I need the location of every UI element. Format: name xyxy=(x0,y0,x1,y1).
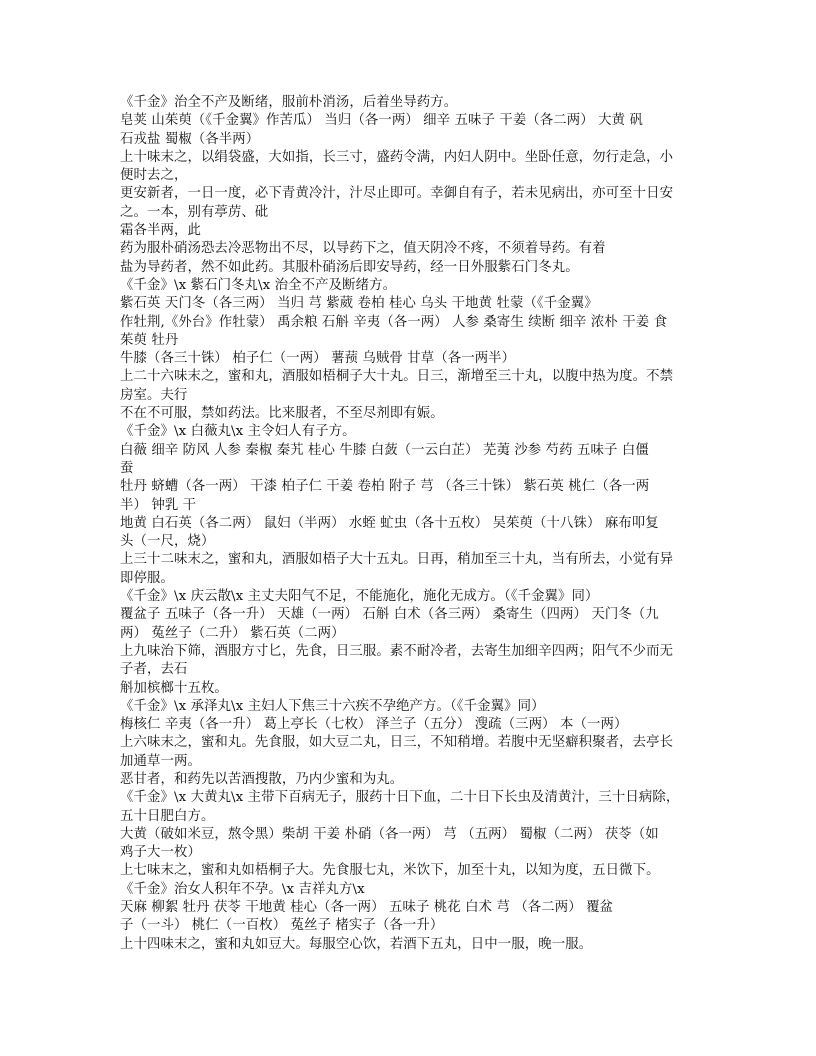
text-line: 覆盆子 五味子（各一升） 天雄（一两） 石斛 白术（各三两） 桑寄生（四两） 天门冬（九 xyxy=(120,607,659,623)
text-line: 盐为导药者，然不如此药。其服朴硝汤后即安导药，经一日外服紫石门冬丸。 xyxy=(120,259,579,275)
text-line: 霜各半两，此 xyxy=(120,223,201,239)
text-line: 《千金》\x 大黄丸\x 主带下百病无子，服药十日下血，二十日下长虫及清黄汁，三十日病除， xyxy=(120,790,680,806)
text-line: 上二十六味末之，蜜和丸，酒服如梧桐子大十丸。日三，渐增至三十丸，以腹中热为度。不禁 xyxy=(120,369,674,385)
text-line: 白薇 细辛 防风 人参 秦椒 秦艽 桂心 牛膝 白蔹（一云白芷） 芜荑 沙参 芍药 五味子 白僵 xyxy=(120,442,649,458)
text-line: 药为服朴硝汤恐去冷恶物出不尽，以导药下之，值天阴冷不疼，不须着导药。有着 xyxy=(120,241,606,257)
text-line: 即停服。 xyxy=(120,570,174,586)
text-line: 牡丹 蛴螬（各一两） 干漆 柏子仁 干姜 卷柏 附子 芎 （各三十铢） 紫石英 桃仁（各一两 xyxy=(120,479,650,495)
text-line: 两） 菟丝子（二升） 紫石英（二两） xyxy=(120,625,345,641)
text-line: 子（一斗） 桃仁（一百枚） 菟丝子 楮实子（各一升） xyxy=(120,918,444,934)
text-line: 上十味末之，以绢袋盛，大如指，长三寸，盛药令满，内妇人阴中。坐卧任意，勿行走急，小 xyxy=(120,149,674,165)
text-line: 更安新者，一日一度，必下青黄冷汁，汁尽止即可。幸御自有子，若未见病出，亦可至十日安 xyxy=(120,186,674,202)
text-line: 斛加槟榔十五枚。 xyxy=(120,680,228,696)
text-line: 头（一尺，烧） xyxy=(120,534,215,550)
text-line: 《千金》治女人积年不孕。\x 吉祥丸方\x xyxy=(120,881,365,897)
text-line: 加通草一两。 xyxy=(120,753,201,769)
text-line: 地黄 白石英（各二两） 鼠妇（半两） 水蛭 虻虫（各十五枚） 吴茱萸（十八铢） 麻布叩复 xyxy=(120,515,659,531)
text-line: 《千金》\x 白薇丸\x 主令妇人有子方。 xyxy=(120,424,356,440)
text-line: 便时去之， xyxy=(120,168,188,184)
text-line: 上六味末之，蜜和丸。先食服，如大豆二丸，日三，不知稍增。若腹中无坚癖积聚者，去亭长 xyxy=(120,735,674,751)
text-line: 天麻 柳絮 牡丹 茯苓 干地黄 桂心（各一两） 五味子 桃花 白术 芎 （各二两） 覆盆 xyxy=(120,900,614,916)
text-line: 鸡子大一枚） xyxy=(120,845,201,861)
text-line: 上七味末之，蜜和丸如梧桐子大。先食服七丸，米饮下，加至十丸，以知为度，五日微下。 xyxy=(120,863,660,879)
text-line: 之。一本，别有葶苈、砒 xyxy=(120,204,269,220)
text-line: 《千金》\x 承泽丸\x 主妇人下焦三十六疾不孕绝产方。（《千金翼》同） xyxy=(120,698,545,714)
text-line: 大黄（破如米豆，熬令黑）柴胡 干姜 朴硝（各一两） 芎 （五两） 蜀椒（二两） 茯苓（如 xyxy=(120,826,659,842)
text-line: 恶甘者，和药先以苦酒搜散，乃内少蜜和为丸。 xyxy=(120,771,404,787)
text-line: 子者，去石 xyxy=(120,662,188,678)
text-line: 房室。夫行 xyxy=(120,387,188,403)
text-line: 牛膝（各三十铢） 柏子仁（一两） 薯蓣 乌贼骨 甘草（各一两半） xyxy=(120,351,516,367)
text-line: 上三十二味末之，蜜和丸，酒服如梧子大十五丸。日再，稍加至三十丸，当有所去，小觉有异 xyxy=(120,552,674,568)
text-line: 五十日肥白方。 xyxy=(120,808,215,824)
text-line: 石戎盐 蜀椒（各半两） xyxy=(120,131,260,147)
text-line: 皂荚 山茱萸（《千金翼》作苦瓜） 当归（各一两） 细辛 五味子 干姜（各二两） 大黄 矾 xyxy=(120,113,643,129)
text-line: 不在不可服，禁如药法。比来服者，不至尽剂即有娠。 xyxy=(120,406,444,422)
text-line: 上九味治下筛，酒服方寸匕，先食，日三服。素不耐冷者，去寄生加细辛四两；阳气不少而无 xyxy=(120,643,674,659)
text-line: 梅核仁 辛夷（各一升） 葛上亭长（七枚） 泽兰子（五分） 溲疏（三两） 本（一两） xyxy=(120,717,628,733)
text-line: 上十四味末之，蜜和丸如豆大。每服空心饮，若酒下五丸，日中一服，晚一服。 xyxy=(120,936,593,952)
document-page xyxy=(120,94,720,954)
text-line: 茱萸 牡丹 xyxy=(120,332,179,348)
text-line: 《千金》\x 庆云散\x 主丈夫阳气不足，不能施化，施化无成方。（《千金翼》同） xyxy=(120,589,599,605)
text-line: 半） 钟乳 干 xyxy=(120,497,197,513)
text-line: 蚕 xyxy=(120,460,134,476)
text-line: 作牡荆,《外台》作牡蒙） 禹余粮 石斛 辛夷（各一两） 人参 桑寄生 续断 细辛 浓朴 干姜 食 xyxy=(120,314,668,330)
text-line: 紫石英 天门冬（各三两） 当归 芎 紫葳 卷柏 桂心 乌头 干地黄 牡蒙（《千金翼》 xyxy=(120,296,598,312)
text-line: 《千金》\x 紫石门冬丸\x 治全不产及断绪方。 xyxy=(120,277,397,293)
text-line: 《千金》治全不产及断绪，服前朴消汤，后着坐导药方。 xyxy=(120,95,458,110)
